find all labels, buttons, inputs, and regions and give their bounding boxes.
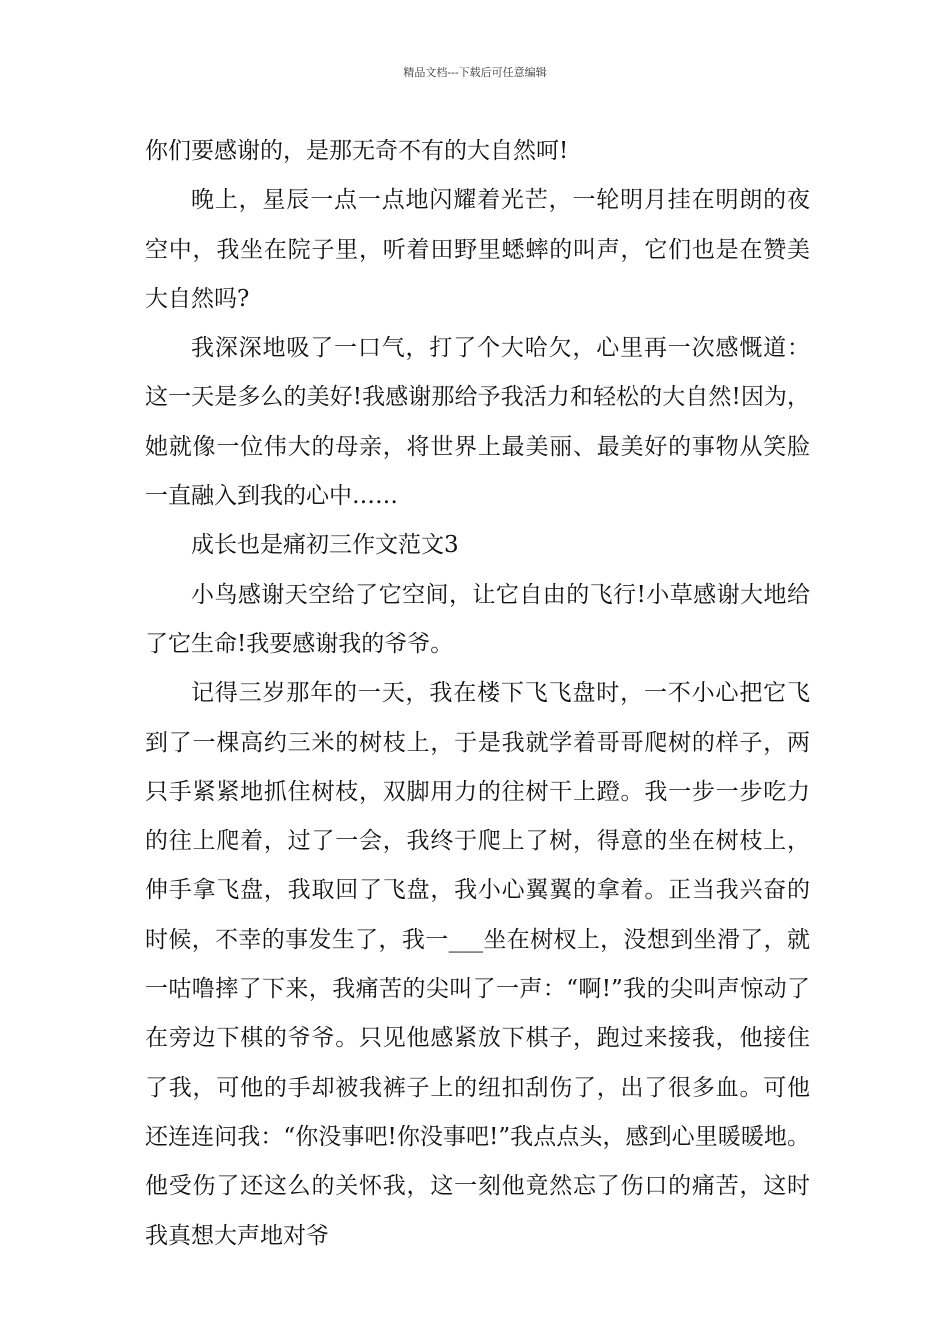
page-header: 精品文档---下载后可任意编辑	[403, 66, 547, 79]
paragraph-night-scene: 晚上，星辰一点一点地闪耀着光芒，一轮明月挂在明朗的夜空中，我坐在院子里，听着田野里蟋蟀的叫声，它们也是在赞美大自然吗?	[145, 187, 810, 312]
document-body	[145, 127, 810, 1261]
paragraph-closing-line: 你们要感谢的，是那无奇不有的大自然呵!	[145, 138, 569, 164]
essay-title: 成长也是痛初三作文范文3	[191, 532, 459, 559]
paragraph-gratitude-intro: 小鸟感谢天空给了它空间，让它自由的飞行!小草感谢大地给了它生命!我要感谢我的爷爷。	[145, 581, 810, 657]
paragraph-story: 记得三岁那年的一天，我在楼下飞飞盘时，一不小心把它飞到了一棵高约三米的树枝上，于是我就学着哥哥爬树的样子，两只手紧紧地抓住树枝，双脚用力的往树干上蹬。我一步一步吃力的往上爬着，过了一会，我终于爬上了树，得意的坐在树枝上，伸手拿飞盘，我取回了飞盘，我小心翼翼的拿着。正当我兴奋的时候，不幸的事发生了，我一___坐在树杈上，没想到坐滑了，就一咕噜摔了下来，我痛苦的尖叫了一声：“啊!”我的尖叫声惊动了在旁边下棋的爷爷。只见他感紧放下棋子，跑过来接我，他接住了我，可他的手却被我裤子上的纽扣刮伤了，出了很多血。可他还连连问我：“你没事吧!你没事吧!”我点点头，感到心里暖暖地。他受伤了还这么的关怀我，这一刻他竟然忘了伤口的痛苦，这时我真想大声地对爷	[145, 680, 810, 1249]
paragraph-reflection: 我深深地吸了一口气，打了个大哈欠，心里再一次感慨道：这一天是多么的美好!我感谢那给予我活力和轻松的大自然!因为，她就像一位伟大的母亲，将世界上最美丽、最美好的事物从笑脸一直融入到我的心中……	[145, 335, 810, 510]
